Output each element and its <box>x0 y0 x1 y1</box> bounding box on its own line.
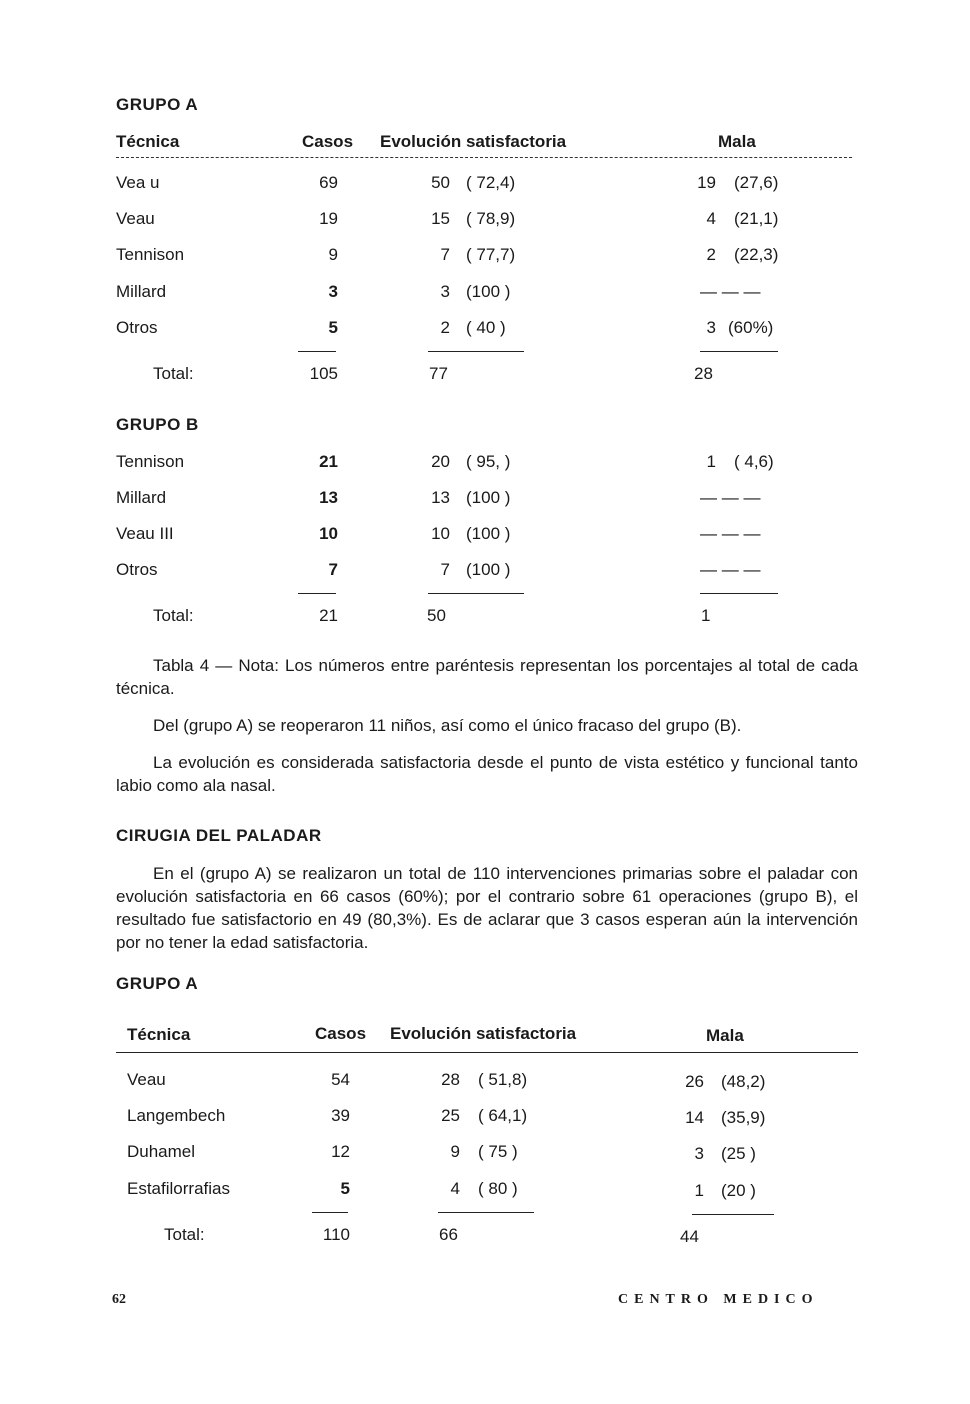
total-casos: 21 <box>319 606 338 625</box>
cell-mala-n: 3 <box>706 318 716 337</box>
cell-ev-n: 50 <box>431 173 450 192</box>
cell-casos: 3 <box>328 282 338 301</box>
cell-tecnica: Millard <box>116 488 167 507</box>
cell-ev-pct: ( 80 ) <box>478 1179 518 1198</box>
cell-casos: 12 <box>331 1142 350 1161</box>
total-mala: 28 <box>694 364 713 383</box>
cell-mala-pct: — — — <box>700 524 761 543</box>
col-header-evolucion: Evolución satisfactoria <box>390 1024 577 1043</box>
cell-ev-n: 4 <box>450 1179 460 1198</box>
cell-mala-n: 2 <box>706 245 716 264</box>
col-header-casos: Casos <box>302 132 354 151</box>
cell-casos: 69 <box>319 173 338 192</box>
cell-mala-pct: (22,3) <box>734 245 779 264</box>
notes-block <box>116 654 858 797</box>
palate-group-a-title: GRUPO A <box>116 974 199 993</box>
cell-tecnica: Otros <box>116 318 158 337</box>
cell-ev-pct: (100 ) <box>466 282 511 301</box>
cell-tecnica: Veau <box>127 1070 166 1089</box>
col-header-tecnica: Técnica <box>127 1025 191 1044</box>
cell-tecnica: Otros <box>116 560 158 579</box>
cell-mala-n: 1 <box>694 1181 704 1200</box>
cell-mala-n: 14 <box>685 1108 704 1127</box>
cell-mala-pct: (35,9) <box>721 1108 766 1127</box>
cell-ev-n: 13 <box>431 488 450 507</box>
palate-paragraph: En el (grupo A) se realizaron un total de 110 intervenciones primarias sobre el paladar con evolución satisfactoria en 66 casos (60%); por el contrario sobre 61 operaciones (grupo B), el resultado fue satisfactorio en 49 (80,3%). Es de aclarar que 3 casos esperan aún la intervención por no tener la edad satisfactoria. <box>116 864 858 952</box>
total-rule-casos <box>298 351 336 352</box>
cell-casos: 9 <box>328 245 338 264</box>
total-casos: 110 <box>322 1225 350 1244</box>
total-rule-evolucion <box>438 1212 534 1213</box>
total-label: Total: <box>153 606 194 625</box>
cell-casos: 10 <box>319 524 338 543</box>
total-rule-evolucion <box>428 351 524 352</box>
group-b-title: GRUPO B <box>116 415 199 434</box>
cell-mala-n: 4 <box>706 209 716 228</box>
cell-casos: 5 <box>340 1179 350 1198</box>
table-note: Tabla 4 — Nota: Los números entre paréntesis representan los porcentajes al total de cada técnica. <box>116 656 858 698</box>
cell-casos: 13 <box>319 488 338 507</box>
cell-ev-pct: (100 ) <box>466 560 511 579</box>
cell-tecnica: Vea u <box>116 173 160 192</box>
cell-ev-n: 3 <box>440 282 450 301</box>
total-rule-mala <box>700 351 778 352</box>
palate-paragraph-block <box>116 862 858 954</box>
palate-heading: CIRUGIA DEL PALADAR <box>116 826 322 845</box>
group-a-title: GRUPO A <box>116 95 199 114</box>
cell-casos: 21 <box>319 452 338 471</box>
cell-mala-n: 3 <box>694 1144 704 1163</box>
cell-tecnica: Tennison <box>116 245 185 264</box>
total-casos: 105 <box>309 364 338 383</box>
cell-casos: 39 <box>331 1106 350 1125</box>
cell-tecnica: Langembech <box>127 1106 226 1125</box>
cell-ev-n: 2 <box>440 318 450 337</box>
cell-mala-n: 26 <box>685 1072 704 1091</box>
header-rule <box>116 157 852 158</box>
cell-mala-n: 19 <box>697 173 716 192</box>
total-mala: 44 <box>680 1227 699 1246</box>
col-header-casos: Casos <box>315 1024 367 1043</box>
total-rule-casos <box>298 593 336 594</box>
cell-tecnica: Estafilorrafias <box>127 1179 230 1198</box>
total-label: Total: <box>153 364 194 383</box>
cell-casos: 19 <box>319 209 338 228</box>
cell-ev-n: 7 <box>440 560 450 579</box>
cell-ev-pct: ( 51,8) <box>478 1070 528 1089</box>
header-rule <box>116 1052 858 1053</box>
cell-casos: 54 <box>331 1070 350 1089</box>
total-rule-evolucion <box>428 593 524 594</box>
total-rule-casos <box>312 1212 348 1213</box>
cell-ev-pct: ( 72,4) <box>466 173 516 192</box>
col-header-mala: Mala <box>718 132 756 151</box>
cell-casos: 5 <box>328 318 338 337</box>
cell-mala-pct: (48,2) <box>721 1072 766 1091</box>
total-rule-mala <box>692 1214 774 1215</box>
col-header-evolucion: Evolución satisfactoria <box>380 132 567 151</box>
col-header-mala: Mala <box>706 1026 744 1045</box>
cell-ev-pct: ( 40 ) <box>466 318 506 337</box>
cell-tecnica: Duhamel <box>127 1142 196 1161</box>
cell-mala-pct: (25 ) <box>721 1144 756 1163</box>
cell-mala-pct: ( 4,6) <box>734 452 774 471</box>
evolution-note: La evolución es considerada satisfactoria desde el punto de vista estético y funcional tanto labio como ala nasal. <box>116 753 858 795</box>
total-label: Total: <box>164 1225 205 1244</box>
total-mala: 1 <box>701 606 711 625</box>
total-evolucion: 50 <box>427 606 446 625</box>
cell-ev-pct: (100 ) <box>466 524 511 543</box>
cell-ev-pct: ( 95, ) <box>466 452 511 471</box>
cell-mala-pct: — — — <box>700 488 761 507</box>
cell-ev-n: 10 <box>431 524 450 543</box>
cell-ev-n: 9 <box>450 1142 460 1161</box>
reoperation-note: Del (grupo A) se reoperaron 11 niños, así como el único fracaso del grupo (B). <box>153 716 742 735</box>
cell-mala-pct: — — — <box>700 282 761 301</box>
total-rule-mala <box>700 593 778 594</box>
cell-ev-n: 15 <box>431 209 450 228</box>
cell-ev-n: 28 <box>441 1070 460 1089</box>
cell-ev-pct: (100 ) <box>466 488 511 507</box>
cell-ev-n: 20 <box>431 452 450 471</box>
cell-tecnica: Veau <box>116 209 155 228</box>
total-evolucion: 77 <box>429 364 448 383</box>
cell-mala-pct: (27,6) <box>734 173 779 192</box>
cell-mala-n: 1 <box>706 452 716 471</box>
cell-ev-pct: ( 75 ) <box>478 1142 518 1161</box>
cell-casos: 7 <box>328 560 338 579</box>
cell-ev-n: 25 <box>441 1106 460 1125</box>
cell-ev-n: 7 <box>440 245 450 264</box>
cell-tecnica: Millard <box>116 282 167 301</box>
cell-mala-pct: (21,1) <box>734 209 779 228</box>
cell-mala-pct: — — — <box>700 560 761 579</box>
cell-ev-pct: ( 77,7) <box>466 245 516 264</box>
cell-ev-pct: ( 64,1) <box>478 1106 528 1125</box>
cell-tecnica: Veau III <box>116 524 174 543</box>
cell-ev-pct: ( 78,9) <box>466 209 516 228</box>
page-number: 62 <box>112 1292 126 1307</box>
journal-name: CENTRO MEDICO <box>618 1292 819 1307</box>
col-header-tecnica: Técnica <box>116 132 180 151</box>
cell-mala-pct: (20 ) <box>721 1181 756 1200</box>
total-evolucion: 66 <box>439 1225 458 1244</box>
cell-tecnica: Tennison <box>116 452 185 471</box>
cell-mala-pct: (60%) <box>728 318 774 337</box>
